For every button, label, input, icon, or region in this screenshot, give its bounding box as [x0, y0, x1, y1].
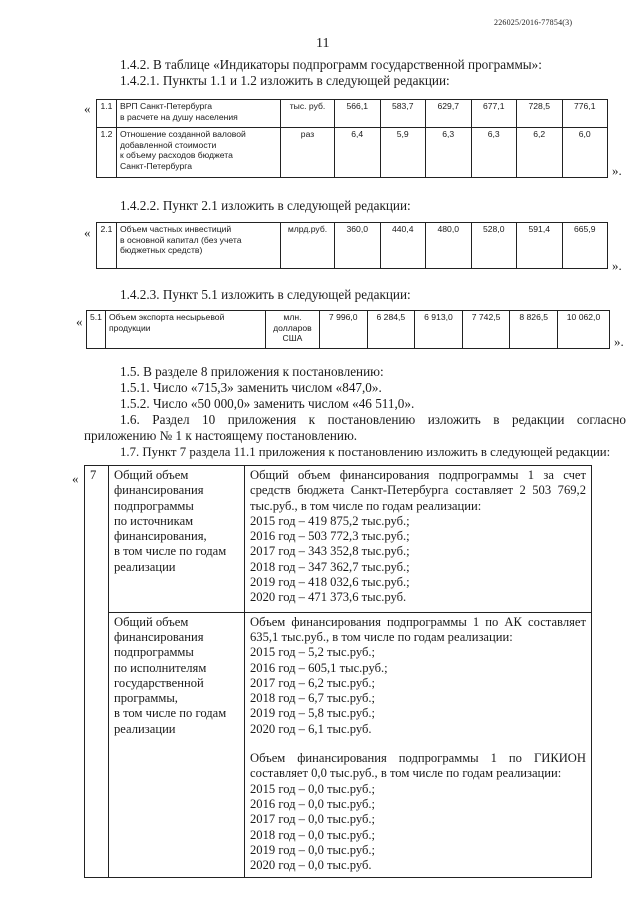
value-cell: 528,0: [471, 223, 517, 269]
row-label: Общий объем финансирования подпрограммы по источникам финансирования, в том числе по годам реализации: [109, 466, 245, 613]
closing-quote: ».: [612, 163, 622, 178]
year-line: 2018 год – 347 362,7 тыс.руб.;: [250, 559, 410, 574]
year-line: 2015 год – 0,0 тыс.руб.;: [250, 781, 376, 796]
year-line: 2020 год – 471 373,6 тыс.руб.: [250, 590, 407, 605]
year-line: 2016 год – 503 772,3 тыс.руб.;: [250, 529, 410, 544]
indicator-name: Отношение созданной валовой добавленной стоимости к объему расходов бюджета Санкт-Петербурга: [117, 128, 281, 178]
year-line: 2019 год – 0,0 тыс.руб.;: [250, 842, 376, 857]
value-cell: 10 062,0: [558, 311, 610, 349]
indicator-name: Объем экспорта несырьевой продукции: [105, 311, 265, 349]
document-number: 226025/2016-77854(3): [494, 18, 573, 27]
row-number: 5.1: [87, 311, 106, 349]
paragraph-1-5: 1.5. В разделе 8 приложения к постановлению:: [120, 364, 384, 379]
value-cell: 566,1: [335, 100, 381, 128]
table-row: [97, 100, 608, 128]
value-cell: 6,2: [517, 128, 563, 178]
value-cell: 677,1: [471, 100, 517, 128]
value-cell: 6,3: [471, 128, 517, 178]
opening-quote: «: [84, 101, 91, 116]
paragraph-1-7: 1.7. Пункт 7 раздела 11.1 приложения к постановлению изложить в следующей редакции:: [120, 445, 611, 459]
paragraph-1-5-1: 1.5.1. Число «715,3» заменить числом «847,0».: [120, 380, 382, 395]
indicators-table-3: [86, 310, 610, 349]
financing-intro: Общий объем финансирования подпрограммы 1 за счет средств бюджета Санкт-Петербурга составляет 2 503 769,2 тыс.руб., в том числе по годам реализации:: [250, 468, 586, 513]
value-cell: 6 284,5: [367, 311, 415, 349]
paragraph-1-6-continued: приложению № 1 к настоящему постановлению.: [84, 428, 358, 443]
value-cell: 440,4: [380, 223, 426, 269]
financing-table: [84, 465, 592, 878]
row-number: 7: [85, 466, 109, 878]
financing-by-source: [245, 466, 592, 613]
value-cell: 6,4: [335, 128, 381, 178]
financing-intro-gikion: Объем финансирования подпрограммы 1 по ГИКИОН составляет 0,0 тыс.руб., в том числе по годам реализации:: [250, 751, 586, 781]
year-line: 2016 год – 605,1 тыс.руб.;: [250, 660, 388, 675]
year-line: 2018 год – 0,0 тыс.руб.;: [250, 827, 376, 842]
row-number: 1.1: [97, 100, 117, 128]
closing-quote: ».: [612, 258, 622, 273]
value-cell: 7 996,0: [319, 311, 367, 349]
financing-intro-ak: Объем финансирования подпрограммы 1 по АК составляет 635,1 тыс.руб., в том числе по годам реализации:: [250, 614, 586, 644]
table-row: [87, 311, 610, 349]
value-cell: 5,9: [380, 128, 426, 178]
value-cell: 728,5: [517, 100, 563, 128]
value-cell: 591,4: [517, 223, 563, 269]
unit-cell: тыс. руб.: [281, 100, 335, 128]
table-row: [97, 223, 608, 269]
indicators-table-2: [96, 222, 608, 269]
paragraph-1-4-2: 1.4.2. В таблице «Индикаторы подпрограмм государственной программы»:: [120, 57, 542, 72]
value-cell: 629,7: [426, 100, 472, 128]
year-line: 2020 год – 0,0 тыс.руб.: [250, 858, 372, 873]
year-line: 2016 год – 0,0 тыс.руб.;: [250, 796, 376, 811]
value-cell: 583,7: [380, 100, 426, 128]
table-row: [97, 128, 608, 178]
row-number: 1.2: [97, 128, 117, 178]
indicator-name: Объем частных инвестиций в основной капитал (без учета бюджетных средств): [117, 223, 281, 269]
value-cell: 6 913,0: [415, 311, 463, 349]
table-row: [85, 612, 592, 878]
paragraph-1-5-2: 1.5.2. Число «50 000,0» заменить числом «46 511,0».: [120, 396, 415, 411]
indicators-table-1: [96, 99, 608, 178]
year-line: 2015 год – 5,2 тыс.руб.;: [250, 645, 376, 660]
opening-quote: «: [84, 225, 91, 240]
year-line: 2019 год – 418 032,6 тыс.руб.;: [250, 575, 410, 590]
value-cell: 7 742,5: [462, 311, 510, 349]
opening-quote: «: [76, 314, 83, 329]
unit-cell: млн. долларов США: [265, 311, 319, 349]
value-cell: 360,0: [335, 223, 381, 269]
value-cell: 480,0: [426, 223, 472, 269]
year-line: 2019 год – 5,8 тыс.руб.;: [250, 706, 376, 721]
opening-quote: «: [72, 471, 79, 486]
financing-by-executor: [245, 612, 592, 878]
value-cell: 776,1: [562, 100, 608, 128]
value-cell: 8 826,5: [510, 311, 558, 349]
year-line: 2017 год – 6,2 тыс.руб.;: [250, 675, 376, 690]
unit-cell: млрд.руб.: [281, 223, 335, 269]
page-number: 11: [316, 36, 330, 51]
year-line: 2017 год – 0,0 тыс.руб.;: [250, 812, 376, 827]
table-row: [85, 466, 592, 613]
row-number: 2.1: [97, 223, 117, 269]
paragraph-1-4-2-1: 1.4.2.1. Пункты 1.1 и 1.2 изложить в следующей редакции:: [120, 73, 450, 88]
value-cell: 665,9: [562, 223, 608, 269]
year-line: 2020 год – 6,1 тыс.руб.: [250, 721, 372, 736]
indicator-name: ВРП Санкт-Петербурга в расчете на душу населения: [117, 100, 281, 128]
paragraph-1-6: 1.6. Раздел 10 приложения к постановлению изложить в редакции согласно: [120, 412, 626, 427]
year-line: 2018 год – 6,7 тыс.руб.;: [250, 691, 376, 706]
value-cell: 6,0: [562, 128, 608, 178]
year-line: 2017 год – 343 352,8 тыс.руб.;: [250, 544, 410, 559]
year-line: 2015 год – 419 875,2 тыс.руб.;: [250, 513, 410, 528]
unit-cell: раз: [281, 128, 335, 178]
paragraph-1-4-2-2: 1.4.2.2. Пункт 2.1 изложить в следующей редакции:: [120, 198, 411, 213]
paragraph-1-4-2-3: 1.4.2.3. Пункт 5.1 изложить в следующей редакции:: [120, 287, 411, 302]
closing-quote: ».: [614, 334, 624, 349]
row-label: Общий объем финансирования подпрограммы по исполнителям государственной программы, в том числе по годам реализации: [109, 612, 245, 878]
value-cell: 6,3: [426, 128, 472, 178]
